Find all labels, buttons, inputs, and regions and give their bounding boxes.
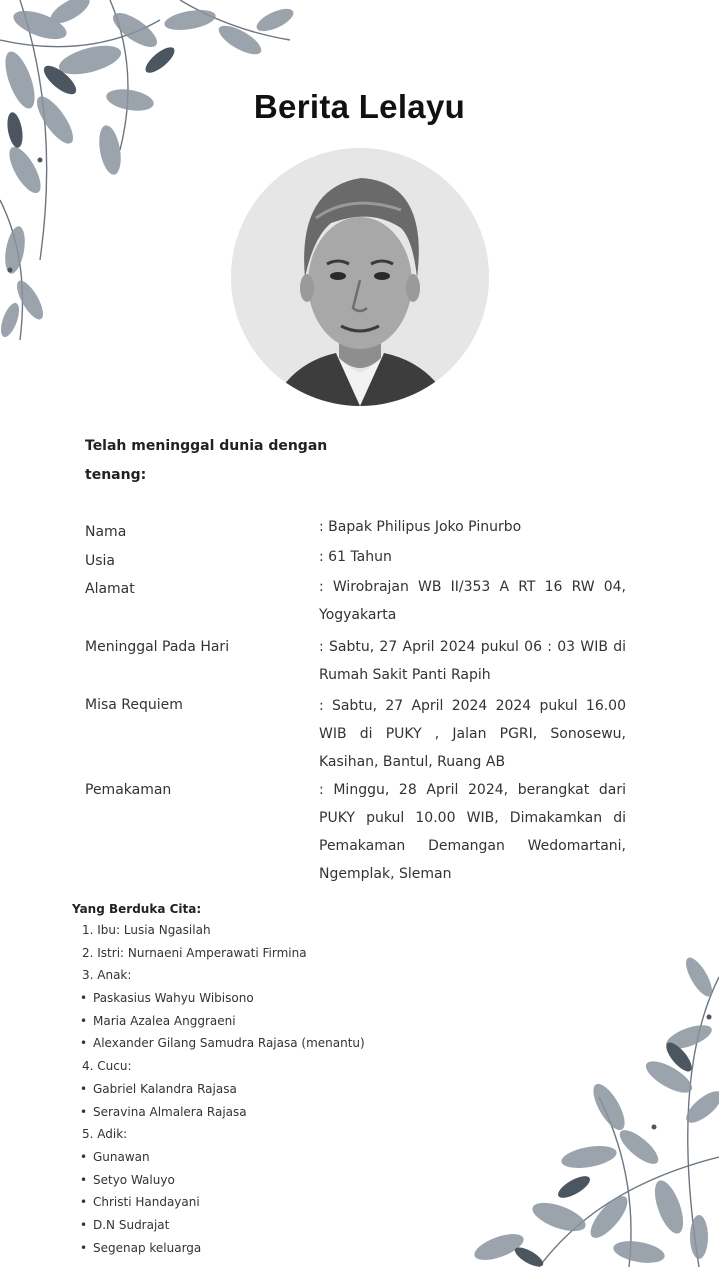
mourner-item: • Christi Handayani	[72, 1191, 365, 1214]
mourners-list	[72, 919, 365, 1259]
decorative-leaves-bottom-right	[439, 957, 719, 1267]
mourners-section	[72, 899, 365, 1259]
mourner-item: • Gunawan	[72, 1146, 365, 1169]
page-title: Berita Lelayu	[253, 88, 466, 125]
mourner-item: • Gabriel Kalandra Rajasa	[72, 1078, 365, 1101]
value-alamat: : Wirobrajan WB II/353 A RT 16 RW 04, Yogyakarta	[319, 579, 626, 623]
label-nama: Nama	[85, 524, 127, 540]
label-pemakaman: Pemakaman	[85, 782, 172, 798]
mourner-item: • Maria Azalea Anggraeni	[72, 1010, 365, 1033]
mourner-item: 5. Adik:	[82, 1127, 128, 1142]
mourner-item: 1. Ibu: Lusia Ngasilah	[82, 923, 211, 937]
value-nama: : Bapak Philipus Joko Pinurbo	[319, 519, 522, 535]
value-pemakaman: : Minggu, 28 April 2024, berangkat dari PUKY pukul 10.00 WIB, Dimakamkan di Pemakaman Demangan Wedomartani, Ngemplak, Sleman	[319, 782, 626, 882]
intro-text: Telah meninggal dunia dengan tenang:	[85, 438, 328, 483]
mourner-item: • Seravina Almalera Rajasa	[72, 1101, 365, 1124]
mourner-item: • Alexander Gilang Samudra Rajasa (menantu)	[72, 1032, 365, 1055]
mourner-item: • D.N Sudrajat	[72, 1214, 365, 1237]
mourner-item: 4. Cucu:	[82, 1059, 132, 1074]
value-meninggal: : Sabtu, 27 April 2024 pukul 06 : 03 WIB di Rumah Sakit Panti Rapih	[319, 639, 626, 683]
mourners-title: Yang Berduka Cita:	[72, 902, 202, 916]
label-misa-requiem: Misa Requiem	[85, 697, 183, 713]
mourner-item: 3. Anak:	[82, 968, 132, 983]
label-alamat: Alamat	[85, 581, 135, 597]
mourner-item: • Segenap keluarga	[72, 1237, 365, 1260]
portrait-image	[231, 148, 489, 406]
mourner-item: • Paskasius Wahyu Wibisono	[72, 987, 365, 1010]
mourner-item: • Setyo Waluyo	[72, 1169, 365, 1192]
portrait-photo	[231, 148, 489, 406]
label-usia: Usia	[85, 553, 116, 569]
value-misa-requiem: : Sabtu, 27 April 2024 2024 pukul 16.00 WIB di PUKY , Jalan PGRI, Sonosewu, Kasihan, Bantul, Ruang AB	[319, 698, 626, 770]
label-meninggal: Meninggal Pada Hari	[85, 639, 230, 655]
mourner-item: 2. Istri: Nurnaeni Amperawati Firmina	[82, 945, 307, 960]
value-usia: : 61 Tahun	[319, 549, 392, 565]
